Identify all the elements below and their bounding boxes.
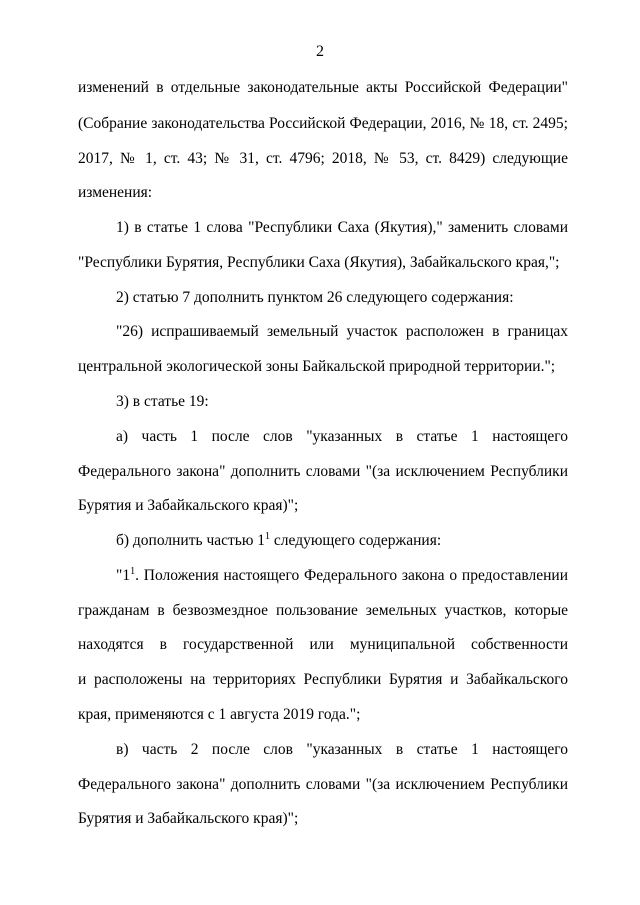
text-line: 3) в статье 19:: [116, 393, 209, 410]
text-line: Бурятия и Забайкальского края)";: [78, 497, 299, 514]
superscript: 1: [265, 531, 271, 542]
text-fragment: следующего содержания:: [270, 532, 442, 549]
text-line: в) часть 2 после слов "указанных в статье 1 настоящего: [116, 741, 568, 758]
text-line: "26) испрашиваемый земельный участок расположен в границах: [116, 323, 568, 340]
text-line: Федерального закона" дополнить словами "(за исключением Республики: [78, 776, 568, 793]
text-line: и расположены на территориях Республики Бурятия и Забайкальского: [78, 671, 568, 688]
text-line: 2) статью 7 дополнить пунктом 26 следующего содержания:: [116, 289, 514, 306]
text-line: края, применяются с 1 августа 2019 года.";: [78, 706, 361, 723]
text-line: Бурятия и Забайкальского края)";: [78, 810, 299, 827]
text-line: центральной экологической зоны Байкальской природной территории.";: [78, 358, 556, 375]
text-fragment: б) дополнить частью 1: [116, 532, 266, 549]
text-line: 1) в статье 1 слова "Республики Саха (Якутия)," заменить словами: [116, 219, 568, 236]
text-line: гражданам в безвозмездное пользование земельных участков, которые: [78, 602, 568, 619]
text-line: [116, 531, 568, 551]
text-line: [116, 566, 568, 586]
text-line: изменений в отдельные законодательные акты Российской Федерации": [78, 79, 568, 96]
text-line: а) часть 1 после слов "указанных в статье 1 настоящего: [116, 428, 568, 445]
page-number: 2: [316, 43, 324, 60]
text-line: "Республики Бурятия, Республики Саха (Якутия), Забайкальского края,";: [78, 254, 560, 271]
text-line: находятся в государственной или муниципальной собственности: [78, 636, 568, 653]
text-line: Федерального закона" дополнить словами "(за исключением Республики: [78, 463, 568, 480]
superscript: 1: [130, 566, 136, 577]
text-line: 2017, № 1, ст. 43; № 31, ст. 4796; 2018, № 53, ст. 8429) следующие: [78, 150, 568, 167]
text-line: (Собрание законодательства Российской Федерации, 2016, № 18, ст. 2495;: [78, 115, 568, 132]
text-fragment: . Положения настоящего Федерального закона о предоставлении: [135, 567, 568, 584]
text-line: изменения:: [78, 184, 153, 201]
text-fragment: "1: [116, 567, 131, 584]
